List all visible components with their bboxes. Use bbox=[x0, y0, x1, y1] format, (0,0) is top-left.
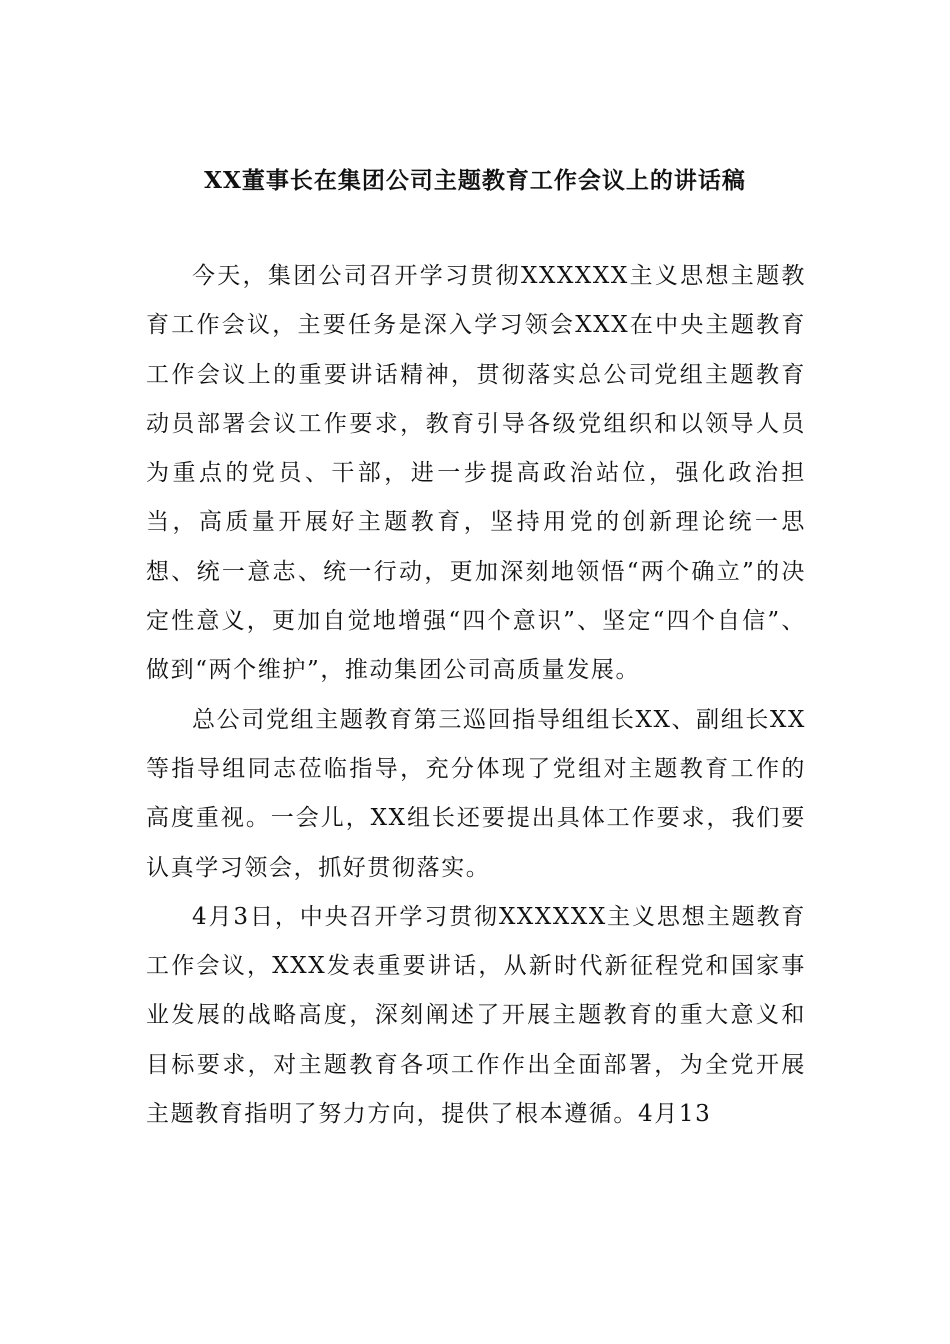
document-body bbox=[146, 252, 806, 1139]
paragraph-1: 今天，集团公司召开学习贯彻XXXXXX主义思想主题教育工作会议，主要任务是深入学习领会XXX在中央主题教育工作会议上的重要讲话精神，贯彻落实总公司党组主题教育动员部署会议工作要求，教育引导各级党组织和以领导人员为重点的党员、干部，进一步提高政治站位，强化政治担当，高质量开展好主题教育，坚持用党的创新理论统一思想、统一意志、统一行动，更加深刻地领悟“两个确立”的决定性意义，更加自觉地增强“四个意识”、坚定“四个自信”、做到“两个维护”，推动集团公司高质量发展。 bbox=[146, 263, 806, 684]
paragraph-2: 总公司党组主题教育第三巡回指导组组长XX、副组长XX等指导组同志莅临指导，充分体现了党组对主题教育工作的高度重视。一会儿，XX组长还要提出具体工作要求，我们要认真学习领会，抓好贯彻落实。 bbox=[146, 706, 806, 881]
paragraph-3: 4月3日，中央召开学习贯彻XXXXXX主义思想主题教育工作会议，XXX发表重要讲话，从新时代新征程党和国家事业发展的战略高度，深刻阐述了开展主题教育的重大意义和目标要求，对主题教育各项工作作出全面部署，为全党开展主题教育指明了努力方向，提供了根本遵循。4月13 bbox=[146, 903, 806, 1128]
document-title: XX董事长在集团公司主题教育工作会议上的讲话稿 bbox=[204, 167, 746, 194]
